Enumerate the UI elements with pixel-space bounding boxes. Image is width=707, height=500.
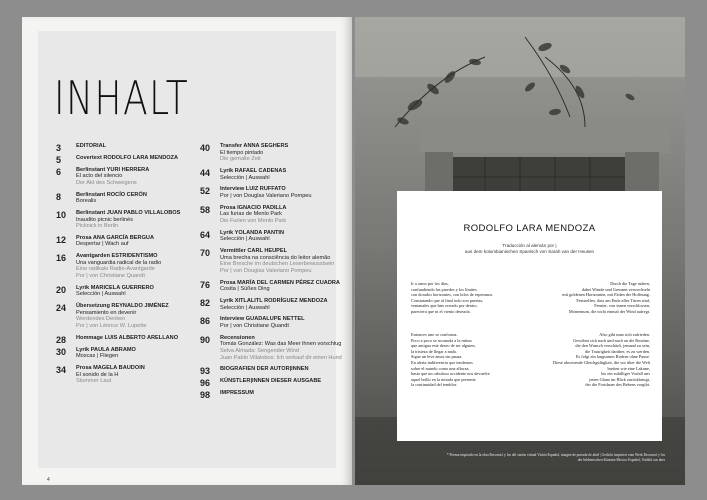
german-stanza-2 xyxy=(553,332,650,388)
entry-subline: Werdendes Denken xyxy=(76,316,126,323)
entry-subline: Stummer Laut xyxy=(76,378,112,385)
entry-subline: Uma brecha na consciência do leitor alemão xyxy=(220,254,331,261)
contents-entry xyxy=(56,192,196,205)
entry-page-number: 82 xyxy=(200,298,211,308)
entry-heading: Berlinstant ROCÍO CERÓN xyxy=(76,191,147,198)
contents-column-right xyxy=(200,143,340,402)
entry-page-number: 8 xyxy=(56,191,62,202)
translation-credit xyxy=(397,243,662,255)
footnote-line: der bildnerischen Künsten Mexico Español, Vorbild aus aber xyxy=(577,457,665,462)
poem-line: confundiendo las paredes y los límites xyxy=(411,286,477,292)
entry-subline: Moscas | Fliegen xyxy=(76,353,119,360)
entry-page-number: 86 xyxy=(200,316,211,327)
contents-entry xyxy=(56,210,196,230)
entry-subline: Tomás González: Was das Meer ihnen vorschlug xyxy=(220,341,342,348)
entry-subline: Por | von Léonce W. Lupette xyxy=(76,322,147,329)
contents-entry xyxy=(200,280,340,293)
entry-page-number: 10 xyxy=(56,209,67,220)
entry-heading: Avantgarden ESTRIDENTISMO xyxy=(76,253,158,260)
entry-heading: Interview LUIZ RUFFATO xyxy=(220,186,286,193)
contents-entry xyxy=(200,143,340,163)
entry-subline: Selección | Auswahl xyxy=(220,236,270,243)
poem-line: Es folgt ein langsames Rudern ohne Pause. xyxy=(575,354,650,360)
poem-line: Durch die Tage rudern, xyxy=(610,281,650,286)
poem-line: Entonces uno se conforma. xyxy=(411,332,458,337)
entry-page-number: 40 xyxy=(200,143,211,153)
entry-heading: Covertext RODOLFO LARA MENDOZA xyxy=(76,154,179,161)
entry-subline: El tiempo pintado xyxy=(220,149,264,156)
entry-page-number: 28 xyxy=(56,334,67,345)
entry-page-number: 34 xyxy=(56,364,67,375)
contents-entry xyxy=(200,248,340,274)
entry-page-number: 58 xyxy=(200,204,211,215)
entry-subline: Die gemalte Zeit xyxy=(220,156,261,163)
entry-heading: Prosa MARÍA DEL CARMEN PÉREZ CUADRA xyxy=(220,279,340,286)
entry-subline: Pensamiento en devenir xyxy=(76,309,137,316)
poem-line: Feststellen, dass am Ende alles Türen sind, xyxy=(576,297,650,303)
poem-line: que antigua este deseo de ser alguien, xyxy=(411,343,476,349)
entry-heading: Übersetzung REYNALDO JIMÉNEZ xyxy=(76,303,169,310)
poem-line: Poco a poco se acomoda a la rutina xyxy=(411,337,472,343)
entry-page-number: 98 xyxy=(200,389,211,400)
contents-entry xyxy=(200,168,340,181)
entry-subline: Selección | Auswahl xyxy=(220,304,270,311)
contents-title: INHALT xyxy=(54,71,190,125)
entry-page-number: 24 xyxy=(56,303,67,314)
entry-subline: Por | von Douglas Valeriano Pompeu xyxy=(220,267,312,274)
poem-line: Ir a armo por los días, xyxy=(411,281,449,286)
entry-subline: Selva Almada: Sengender Wind xyxy=(220,347,299,354)
contents-entry xyxy=(200,335,340,361)
entry-page-number: 52 xyxy=(200,186,211,197)
entry-heading: Berlinstant JUAN PABLO VILLALOBOS xyxy=(76,209,181,216)
entry-heading: IMPRESSUM xyxy=(220,389,254,396)
entry-heading: KÜNSTLER|INNEN DIESER AUSGABE xyxy=(220,378,322,385)
contents-entry xyxy=(200,186,340,199)
entry-page-number: 96 xyxy=(200,378,211,389)
contents-entry xyxy=(56,253,196,279)
entry-page-number: 5 xyxy=(56,154,62,165)
entry-heading: Prosa MAGELA BAUDOIN xyxy=(76,364,145,371)
entry-subline: Eine Bresche im deutschen Leserbewusstsein xyxy=(220,261,335,268)
entry-subline: Die Furien von Menlo Park xyxy=(220,217,287,224)
entry-subline: Las furias de Menlo Park xyxy=(220,211,282,218)
entry-page-number: 16 xyxy=(56,253,67,264)
contents-entry xyxy=(56,235,196,248)
german-stanza-1 xyxy=(562,281,650,315)
contents-entry xyxy=(200,389,340,400)
translation-line: aus dem kolumbianischen Spanisch von Sarah van der Heusen xyxy=(464,249,595,254)
contents-entry xyxy=(56,365,196,385)
poem-page xyxy=(355,17,685,485)
contents-entry xyxy=(200,378,340,389)
contents-entry xyxy=(200,316,340,329)
entry-subline: Borealis xyxy=(76,198,97,205)
footnote-line: * Poema inspirado en la obra Reconocí y los del cartón virtual Visión Español, imagen de portada de abril | Gedicht inspiriert vom Werk Reconocí y los xyxy=(446,453,665,457)
poem-line: ventanales que han cerrado por dentro, xyxy=(411,303,478,309)
poem-line: bis ein zufälliger Vorfall uns xyxy=(601,371,650,377)
entry-subline: Por | von Douglas Valeriano Pompeu xyxy=(220,192,312,199)
poem-line: dabei Wände und Grenzen verwechseln xyxy=(581,286,650,292)
entry-page-number: 6 xyxy=(56,166,62,177)
entry-subline: Picknick in Berlin xyxy=(76,223,119,230)
entry-heading: Lyrik YOLANDA PANTIN xyxy=(220,229,285,236)
entry-page-number: 3 xyxy=(56,143,62,153)
contents-entry xyxy=(200,298,340,311)
translation-line: Traducción al alemán por | xyxy=(502,243,557,248)
poem-line: Constatando que al final todo son puertas, xyxy=(411,297,484,303)
entry-heading: BIOGRAFIEN DER AUTOR|INNEN xyxy=(220,366,309,373)
poem-line: Gewöhnt sich nach und nach an die Routine, xyxy=(573,337,650,343)
entry-page-number: 30 xyxy=(56,346,67,357)
entry-page-number: 64 xyxy=(200,229,211,240)
contents-entry xyxy=(56,285,196,298)
poem-line: Also gibt man sich zufrieden. xyxy=(599,332,650,337)
entry-page-number: 12 xyxy=(56,234,67,245)
contents-entry xyxy=(56,154,196,165)
poem-line: aquel brillo en la mirada que presente xyxy=(411,376,476,382)
spanish-stanza-1 xyxy=(411,281,493,315)
entry-heading: Recensionen xyxy=(220,334,255,341)
poem-box xyxy=(397,191,662,441)
poem-line: pareciera que ni el viento desearía. xyxy=(411,308,471,314)
contents-entry xyxy=(56,334,196,345)
entry-subline: Selección | Auswahl xyxy=(76,291,126,298)
entry-heading: Lyrik XITLALITL RODRÍGUEZ MENDOZA xyxy=(220,298,328,304)
entry-heading: Vermittler CARL HEUPEL xyxy=(220,248,288,255)
poem-line: Diese abwesende Gleichgültigkeit, die wir über die Welt xyxy=(553,359,650,365)
entry-subline: Selección | Auswahl xyxy=(220,174,270,181)
poem-line: la tristeza de llegar a nada. xyxy=(411,348,457,354)
spanish-stanza-2 xyxy=(411,332,490,388)
contents-entry xyxy=(200,230,340,243)
entry-subline: Una vanguardia radical de la radio xyxy=(76,259,162,266)
poem-line: sobre el mundo como una alforza, xyxy=(411,365,470,371)
poem-line: breiten wie eine Lakune, xyxy=(607,365,650,371)
contents-column-left xyxy=(56,143,196,390)
page-number: 4 xyxy=(47,477,50,483)
contents-entry xyxy=(200,205,340,225)
entry-heading: Interview GUADALUPE NETTEL xyxy=(220,316,305,323)
entry-page-number: 44 xyxy=(200,167,211,178)
poem-line: mit goldenen Horizonten, mit Fäden der Hoffnung. xyxy=(562,292,650,298)
entry-page-number: 90 xyxy=(200,334,211,345)
entry-heading: Prosa ANA GARCÍA BERGUA xyxy=(76,234,155,241)
contents-page xyxy=(22,17,352,485)
entry-heading: Lyrik PAULA ABRAMO xyxy=(76,346,136,353)
contents-entry xyxy=(56,303,196,329)
entry-subline: Despertar | Wach auf xyxy=(76,241,129,248)
entry-page-number: 93 xyxy=(200,366,211,377)
poem-line: Momentum, die nicht einmal der Wind aufregt. xyxy=(568,308,650,314)
poem-line: hasta que un cabuloso accidente nos devuelve xyxy=(411,371,490,377)
poem-line: der die Fortdauer des Bebens vorgibt. xyxy=(585,382,650,388)
entry-page-number: 20 xyxy=(56,284,67,295)
contents-entry xyxy=(56,347,196,360)
entry-subline: Der Akt des Schweigens xyxy=(76,179,137,186)
poem-title: RODOLFO LARA MENDOZA xyxy=(463,223,596,234)
contents-entry xyxy=(200,366,340,377)
entry-heading: Transfer ANNA SEGHERS xyxy=(220,143,289,149)
entry-heading: Lyrik MARICELA GUERRERO xyxy=(76,284,154,291)
entry-subline: Por | von Christiane Quandt xyxy=(220,322,289,329)
footnote xyxy=(385,453,665,462)
entry-heading: Lyrik RAFAEL CADENAS xyxy=(220,167,287,174)
entry-page-number: 70 xyxy=(200,248,211,259)
entry-heading: EDITORIAL xyxy=(76,143,107,149)
entry-subline: Juan Pablo Villalobos: Ich verkauf dir einen Hund xyxy=(220,354,342,361)
entry-heading: Hommage LUIS ALBERTO ARELLANO xyxy=(76,334,179,341)
entry-subline: El acto del silencio xyxy=(76,173,123,180)
entry-subline: Por | von Christiane Quandt xyxy=(76,273,145,280)
entry-subline: Cosita | Süßes Ding xyxy=(220,286,270,293)
entry-page-number: 76 xyxy=(200,279,211,290)
contents-entry xyxy=(56,167,196,187)
poem-line: con dorados horizontes, con hilos de esperanza. xyxy=(411,292,493,298)
poem-line: En alerta indiferencia que tendemos xyxy=(411,359,473,365)
entry-heading: Prosa IGNACIO PADILLA xyxy=(220,204,287,211)
poem-line: die Traurigkeit darüber, es zu werden. xyxy=(584,348,650,354)
poem-line: die den Wunsch verschärft, jemand zu sein, xyxy=(575,343,650,349)
magazine-spread xyxy=(22,17,685,485)
entry-subline: El sonido de la H xyxy=(76,371,119,378)
poem-line: la continuidad del temblor. xyxy=(411,382,458,388)
contents-entry xyxy=(56,143,196,153)
poem-line: Fenster, von innen verschlossen, xyxy=(594,303,650,309)
poem-line: jenen Glanz im Blick zurückbringt, xyxy=(589,376,650,382)
entry-subline: Eine radikale Radio-Avantgarde xyxy=(76,266,155,273)
entry-subline: Inaudito picnic berlinés xyxy=(76,216,133,223)
entry-heading: Berlinstant YURI HERRERA xyxy=(76,166,150,173)
poem-line: Sigue un leve amor sin pausa. xyxy=(411,354,463,360)
